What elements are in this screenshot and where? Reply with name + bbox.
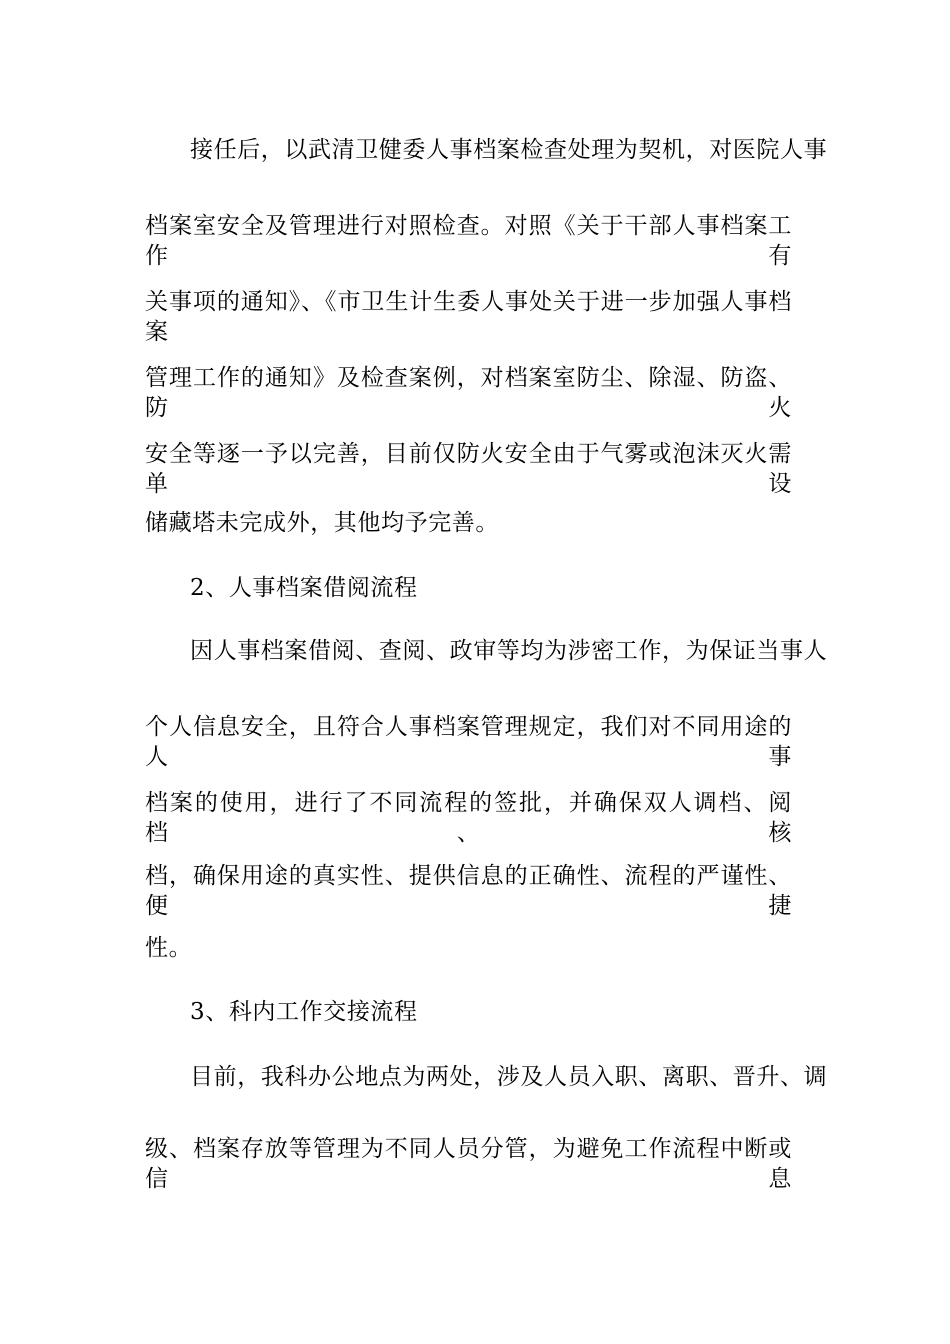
paragraph-line: 管理工作的通知》及检查案例，对档案室防尘、除湿、防盗、防火	[145, 365, 792, 421]
paragraph-line: 接任后，以武清卫健委人事档案检查处理为契机，对医院人事	[190, 137, 828, 163]
section-heading: 3、科内工作交接流程	[190, 999, 418, 1025]
paragraph-line: 关事项的通知》、《市卫生计生委人事处关于进一步加强人事档案	[145, 289, 792, 345]
paragraph-line: 档，确保用途的真实性、提供信息的正确性、流程的严谨性、便捷	[145, 863, 792, 919]
paragraph-line: 档案室安全及管理进行对照检查。对照《关于干部人事档案工作有	[145, 213, 792, 269]
paragraph-line: 级、档案存放等管理为不同人员分管，为避免工作流程中断或信息	[145, 1136, 792, 1192]
paragraph-line: 个人信息安全，且符合人事档案管理规定，我们对不同用途的人事	[145, 714, 792, 770]
paragraph-line: 安全等逐一予以完善，目前仅防火安全由于气雾或泡沫灭火需单设	[145, 441, 792, 497]
paragraph-line: 目前，我科办公地点为两处，涉及人员入职、离职、晋升、调	[190, 1064, 828, 1090]
paragraph-line: 性。	[145, 935, 193, 961]
paragraph-line: 因人事档案借阅、查阅、政审等均为涉密工作，为保证当事人	[190, 638, 828, 664]
section-heading: 2、人事档案借阅流程	[190, 575, 418, 601]
paragraph-line: 储藏塔未完成外，其他均予完善。	[145, 510, 499, 536]
paragraph-line: 档案的使用，进行了不同流程的签批，并确保双人调档、阅档、核	[145, 790, 792, 846]
